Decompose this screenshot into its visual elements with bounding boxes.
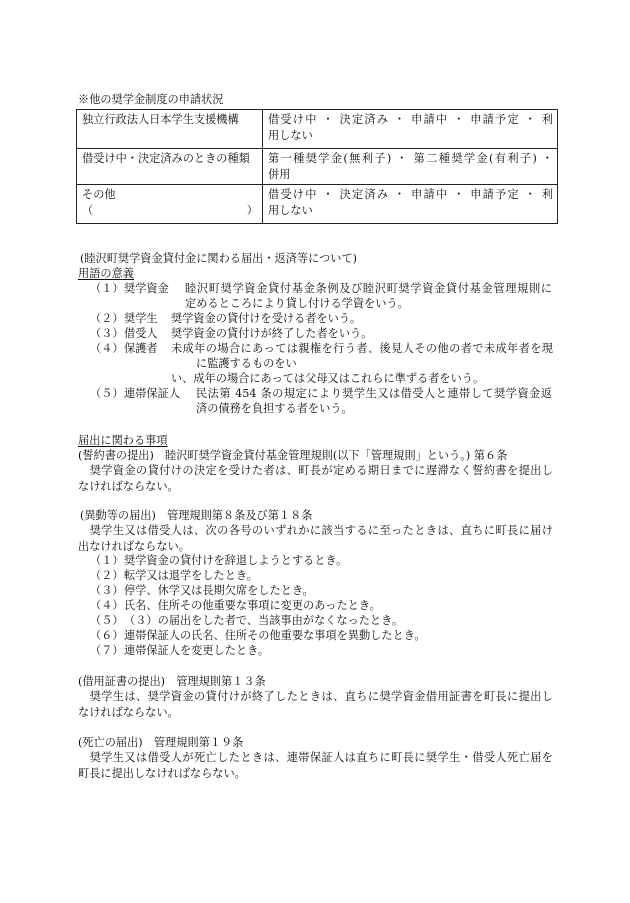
body-line: なければならない。	[78, 705, 179, 719]
pledge-title: (誓約書の提出) 睦沢町奨学資金貸付基金管理規則(以下「管理規則」という。) 第６条	[78, 449, 508, 462]
body-line: 奨学生又は借受人が死亡したときは、連帯保証人は直ちに町長に奨学生・借受人死亡届を	[78, 751, 553, 764]
list-item: 連帯保証人を変更したとき。	[124, 644, 269, 657]
item-number: （７）	[90, 644, 124, 657]
definition-line: 民法第 454 条の規定により奨学生又は借受人と連帯して奨学資金返	[196, 387, 552, 400]
term-name: 保護者	[124, 342, 158, 355]
type-options-line: 第一種奨学金(無利子) ・ 第二種奨学金(有利子) ・	[268, 152, 553, 165]
term-definition	[185, 281, 552, 297]
change-title: (異動等の届出) 管理規則第８条及び第１８条	[80, 509, 313, 522]
term-definition	[196, 386, 552, 402]
term-number: （１）	[90, 282, 124, 295]
section-title: (睦沢町奨学資金貸付金に関わる届出・返済等について)	[80, 252, 358, 265]
item-number: （１）	[90, 554, 124, 567]
item-number: （５）	[90, 614, 124, 627]
list-item: 連帯保証人の氏名、住所その他重要な事項を異動したとき。	[124, 629, 426, 642]
list-item: 停学、休学又は長期欠席をしたとき。	[124, 584, 314, 597]
term-name: 連帯保証人	[124, 387, 180, 400]
type-options-line: 併用	[268, 167, 291, 181]
loan-cert-body	[78, 689, 553, 720]
term-name: 借受人	[124, 327, 158, 340]
open-paren: （	[82, 203, 94, 217]
definition-line: 睦沢町奨学資金貸付基金条例及び睦沢町奨学資金貸付基金管理規則に	[185, 282, 552, 295]
table-row	[77, 185, 558, 224]
status-options-line: 借受け中 ・ 決定済み ・ 申請中 ・ 申請予定 ・ 利	[268, 113, 553, 126]
other-scholarships-table	[76, 109, 558, 224]
body-line: なければならない。	[78, 479, 179, 493]
body-line: 出なければならない。	[78, 539, 190, 553]
death-body	[78, 750, 553, 781]
term-definition: 奨学資金の貸付けを受ける者をいう。	[171, 312, 362, 325]
term-name: 奨学資金	[124, 282, 169, 295]
other-label: その他	[82, 188, 116, 201]
definition-line: 済の債務を負担する者をいう。	[196, 402, 353, 415]
list-item: （３）の届出をした者で、当該事由がなくなったとき。	[124, 614, 404, 627]
status-options-line: 用しない	[268, 203, 313, 217]
status-options-line: 借受け中 ・ 決定済み ・ 申請中 ・ 申請予定 ・ 利	[268, 188, 553, 201]
definition-line: に監護するものをい	[196, 357, 297, 370]
item-number: （２）	[90, 569, 124, 582]
definition-line: 未成年の場合にあっては親権を行う者、後見人その他の者で未成年者を現	[171, 342, 553, 355]
term-name: 奨学生	[124, 312, 158, 325]
row-label: 借受け中・決定済みのときの種類	[77, 149, 263, 185]
body-line: 奨学生は、奨学資金の貸付けが終了したときは、直ちに奨学資金借用証書を町長に提出し	[78, 690, 553, 703]
definition-line: い、成年の場合にあっては父母又はこれらに準ずる者をいう。	[171, 372, 485, 385]
term-number: （５）	[90, 387, 124, 400]
term-number: （３）	[90, 327, 124, 340]
item-number: （３）	[90, 584, 124, 597]
item-number: （６）	[90, 629, 124, 642]
status-options-line: 用しない	[268, 128, 313, 142]
term-definition: 奨学資金の貸付けが終了した者をいう。	[171, 327, 373, 340]
table-row	[77, 110, 558, 149]
change-body	[78, 523, 553, 554]
term-definition	[171, 341, 553, 357]
loan-cert-title: (借用証書の提出) 管理規則第１３条	[78, 675, 266, 688]
other-blank-field	[82, 203, 258, 219]
table-row	[77, 149, 558, 185]
list-item: 転学又は退学をしたとき。	[124, 569, 258, 582]
row-value	[263, 110, 558, 149]
definition-line: 定めるところにより貸し付ける学資をいう。	[185, 297, 409, 310]
body-line: 奨学生又は借受人は、次の各号のいずれかに該当するに至ったときは、直ちに町長に届け	[78, 524, 553, 537]
row-value	[263, 185, 558, 224]
pledge-body	[78, 463, 553, 494]
list-item: 奨学資金の貸付けを辞退しようとするとき。	[124, 554, 348, 567]
notifications-heading: 届出に関わる事項	[78, 434, 168, 447]
body-line: 奨学資金の貸付けの決定を受けた者は、町長が定める期日までに遅滞なく誓約書を提出し	[78, 464, 553, 477]
term-number: （２）	[90, 312, 124, 325]
row-label	[77, 185, 263, 224]
row-value	[263, 149, 558, 185]
row-label: 独立行政法人日本学生支援機構	[77, 110, 263, 149]
applications-heading: ※他の奨学金制度の申請状況	[78, 93, 224, 106]
item-number: （４）	[90, 599, 124, 612]
term-number: （４）	[90, 342, 124, 355]
list-item: 氏名、住所その他重要な事項に変更のあったとき。	[124, 599, 381, 612]
death-title: (死亡の届出) 管理規則第１９条	[78, 736, 244, 749]
terms-heading: 用語の意義	[78, 267, 134, 280]
body-line: 町長に提出しなければならない。	[78, 766, 246, 780]
close-paren: ）	[246, 203, 258, 217]
